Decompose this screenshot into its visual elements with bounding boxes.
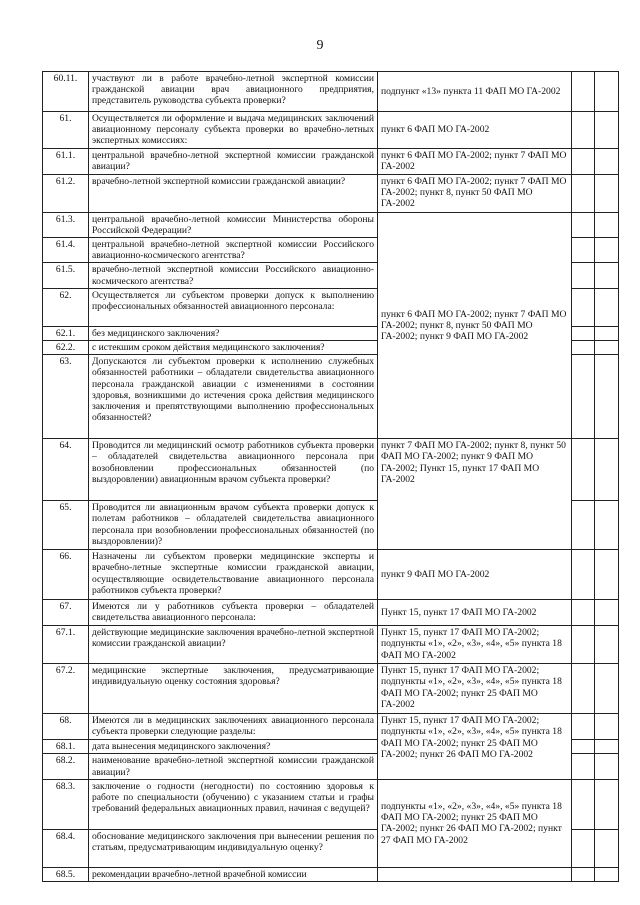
table-row xyxy=(43,626,619,664)
table-row xyxy=(43,439,619,501)
legal-reference: пункт 6 ФАП МО ГА-2002; пункт 7 ФАП МО ГА-2002; пункт 8, пункт 50 ФАП МО ГА-2002 xyxy=(378,174,572,212)
question-text: рекомендации врачебно-летной врачебной комиссии xyxy=(89,867,378,881)
question-text: Осуществляется ли оформление и выдача медицинских заключений авиационному персоналу субъекта проверки во врачебно-летных экспертных комиссиях: xyxy=(89,112,378,149)
legal-reference: подпункты «1», «2», «3», «4», «5» пункта 18 ФАП МО ГА-2002; пункт 25 ФАП МО ГА-2002; пункт 26 ФАП МО ГА-2002; пункт 27 ФАП МО ГА-2002 xyxy=(378,779,572,867)
question-text: действующие медицинские заключения врачебно-летной экспертной комиссии гражданской авиации? xyxy=(89,626,378,664)
item-number: 65. xyxy=(43,501,89,550)
table-row xyxy=(43,112,619,149)
answer-no-cell[interactable] xyxy=(595,148,619,174)
answer-no-cell[interactable] xyxy=(595,740,619,754)
question-text: центральной врачебно-летной экспертной комиссии гражданской авиации? xyxy=(89,148,378,174)
question-text: медицинские экспертные заключения, предусматривающие индивидуальную оценку состояния здоровья? xyxy=(89,664,378,714)
answer-no-cell[interactable] xyxy=(595,326,619,340)
table-row xyxy=(43,550,619,600)
question-text: с истекшим сроком действия медицинского заключения? xyxy=(89,341,378,355)
table-row xyxy=(43,867,619,881)
answer-yes-cell[interactable] xyxy=(572,148,595,174)
answer-yes-cell[interactable] xyxy=(572,439,595,501)
item-number: 68.4. xyxy=(43,829,89,867)
question-text: Имеются ли у работников субъекта проверки – обладателей свидетельства авиационного персонала: xyxy=(89,600,378,626)
item-number: 61.5. xyxy=(43,263,89,288)
legal-reference: пункт 7 ФАП МО ГА-2002; пункт 8, пункт 50 ФАП МО ГА-2002; пункт 9 ФАП МО ГА-2002; Пункт 15, пункт 17 ФАП МО ГА-2002 xyxy=(378,439,572,550)
item-number: 68.1. xyxy=(43,740,89,754)
answer-no-cell[interactable] xyxy=(595,341,619,355)
question-text: центральной врачебно-летной экспертной комиссии Российского авиационно-космического агентства? xyxy=(89,238,378,263)
item-number: 62.1. xyxy=(43,326,89,340)
answer-yes-cell[interactable] xyxy=(572,112,595,149)
answer-yes-cell[interactable] xyxy=(572,263,595,288)
answer-yes-cell[interactable] xyxy=(572,867,595,881)
answer-yes-cell[interactable] xyxy=(572,326,595,340)
item-number: 68.2. xyxy=(43,754,89,779)
question-text: без медицинского заключения? xyxy=(89,326,378,340)
item-number: 61. xyxy=(43,112,89,149)
legal-reference: Пункт 15, пункт 17 ФАП МО ГА-2002; подпункты «1», «2», «3», «4», «5» пункта 18 ФАП МО ГА-2002; пункт 25 ФАП МО ГА-2002 xyxy=(378,664,572,714)
answer-no-cell[interactable] xyxy=(595,600,619,626)
table-row xyxy=(43,148,619,174)
answer-yes-cell[interactable] xyxy=(572,779,595,829)
question-text: дата вынесения медицинского заключения? xyxy=(89,740,378,754)
answer-no-cell[interactable] xyxy=(595,714,619,740)
item-number: 66. xyxy=(43,550,89,600)
question-text: Проводится ли медицинский осмотр работников субъекта проверки – обладателей свидетельства авиационного персонала при возобновлении профессиональных обязанностей (по выздоровлении) авиационным врачом субъекта проверки? xyxy=(89,439,378,501)
table-row xyxy=(43,714,619,740)
legal-reference xyxy=(378,867,572,881)
item-number: 63. xyxy=(43,355,89,439)
answer-no-cell[interactable] xyxy=(595,867,619,881)
item-number: 67. xyxy=(43,600,89,626)
answer-yes-cell[interactable] xyxy=(572,829,595,867)
answer-yes-cell[interactable] xyxy=(572,600,595,626)
answer-no-cell[interactable] xyxy=(595,501,619,550)
legal-reference: Пункт 15, пункт 17 ФАП МО ГА-2002 xyxy=(378,600,572,626)
item-number: 62.2. xyxy=(43,341,89,355)
item-number: 67.1. xyxy=(43,626,89,664)
question-text: Осуществляется ли субъектом проверки допуск к выполнению профессиональных обязанностей авиационного персонала: xyxy=(89,288,378,326)
answer-yes-cell[interactable] xyxy=(572,740,595,754)
item-number: 61.3. xyxy=(43,212,89,237)
item-number: 68.5. xyxy=(43,867,89,881)
answer-no-cell[interactable] xyxy=(595,288,619,326)
answer-no-cell[interactable] xyxy=(595,664,619,714)
question-text: заключение о годности (негодности) по состоянию здоровья к работе по специальности (обучению) с указанием статьи и графы требований федеральных авиационных правил, начиная с ведущей? xyxy=(89,779,378,829)
answer-no-cell[interactable] xyxy=(595,72,619,112)
answer-no-cell[interactable] xyxy=(595,550,619,600)
answer-yes-cell[interactable] xyxy=(572,664,595,714)
table-row xyxy=(43,600,619,626)
answer-yes-cell[interactable] xyxy=(572,501,595,550)
answer-no-cell[interactable] xyxy=(595,779,619,829)
table-row xyxy=(43,779,619,829)
item-number: 68.3. xyxy=(43,779,89,829)
question-text: участвуют ли в работе врачебно-летной экспертной комиссии гражданской авиации врач авиационного предприятия, представитель руководства субъекта проверки? xyxy=(89,72,378,112)
answer-yes-cell[interactable] xyxy=(572,212,595,237)
item-number: 64. xyxy=(43,439,89,501)
answer-yes-cell[interactable] xyxy=(572,550,595,600)
question-text: Имеются ли в медицинских заключениях авиационного персонала субъекта проверки следующие разделы: xyxy=(89,714,378,740)
item-number: 68. xyxy=(43,714,89,740)
legal-reference: Пункт 15, пункт 17 ФАП МО ГА-2002; подпункты «1», «2», «3», «4», «5» пункта 18 ФАП МО ГА-2002 xyxy=(378,626,572,664)
answer-no-cell[interactable] xyxy=(595,355,619,439)
answer-no-cell[interactable] xyxy=(595,263,619,288)
legal-reference: пункт 6 ФАП МО ГА-2002; пункт 7 ФАП МО ГА-2002; пункт 8, пункт 50 ФАП МО ГА-2002; пункт 9 ФАП МО ГА-2002 xyxy=(378,212,572,439)
answer-yes-cell[interactable] xyxy=(572,626,595,664)
answer-no-cell[interactable] xyxy=(595,112,619,149)
answer-yes-cell[interactable] xyxy=(572,288,595,326)
legal-reference: пункт 9 ФАП МО ГА-2002 xyxy=(378,550,572,600)
question-text: врачебно-летной экспертной комиссии гражданской авиации? xyxy=(89,174,378,212)
question-text: наименование врачебно-летной экспертной комиссии гражданской авиации? xyxy=(89,754,378,779)
question-text: центральной врачебно-летной комиссии Министерства обороны Российской Федерации? xyxy=(89,212,378,237)
item-number: 61.2. xyxy=(43,174,89,212)
answer-no-cell[interactable] xyxy=(595,212,619,237)
answer-no-cell[interactable] xyxy=(595,174,619,212)
item-number: 61.4. xyxy=(43,238,89,263)
answer-no-cell[interactable] xyxy=(595,439,619,501)
answer-yes-cell[interactable] xyxy=(572,72,595,112)
legal-reference: пункт 6 ФАП МО ГА-2002 xyxy=(378,112,572,149)
legal-reference: подпункт «13» пункта 11 ФАП МО ГА-2002 xyxy=(378,72,572,112)
table-row xyxy=(43,174,619,212)
legal-reference: пункт 6 ФАП МО ГА-2002; пункт 7 ФАП МО ГА-2002 xyxy=(378,148,572,174)
item-number: 62. xyxy=(43,288,89,326)
answer-no-cell[interactable] xyxy=(595,754,619,779)
answer-yes-cell[interactable] xyxy=(572,341,595,355)
question-text: Допускаются ли субъектом проверки к исполнению служебных обязанностей работники – обладатели свидетельства авиационного персонала гражданской авиации с изменениями в состоянии здоровья, возникшими до истечения срока действия медицинского заключения и препятствующими выполнению профессиональных обязанностей? xyxy=(89,355,378,439)
answer-no-cell[interactable] xyxy=(595,829,619,867)
answer-yes-cell[interactable] xyxy=(572,754,595,779)
answer-yes-cell[interactable] xyxy=(572,174,595,212)
answer-no-cell[interactable] xyxy=(595,626,619,664)
question-text: обоснование медицинского заключения при вынесении решения по статьям, предусматривающим индивидуальную оценку? xyxy=(89,829,378,867)
question-text: Назначены ли субъектом проверки медицинские эксперты и врачебно-летные экспертные комиссии гражданской авиации, осуществляющие освидетельствование авиационного персонала работников субъекта проверки? xyxy=(89,550,378,600)
question-text: врачебно-летной экспертной комиссии Российского авиационно-космического агентства? xyxy=(89,263,378,288)
table-row xyxy=(43,664,619,714)
item-number: 61.1. xyxy=(43,148,89,174)
item-number: 67.2. xyxy=(43,664,89,714)
answer-yes-cell[interactable] xyxy=(572,355,595,439)
answer-no-cell[interactable] xyxy=(595,238,619,263)
table-row xyxy=(43,72,619,112)
checklist-table xyxy=(42,71,618,882)
page-number: 9 xyxy=(316,38,324,53)
answer-yes-cell[interactable] xyxy=(572,238,595,263)
answer-yes-cell[interactable] xyxy=(572,714,595,740)
legal-reference: Пункт 15, пункт 17 ФАП МО ГА-2002; подпункты «1», «2», «3», «4», «5» пункта 18 ФАП МО ГА-2002; пункт 25 ФАП МО ГА-2002; пункт 26 ФАП МО ГА-2002 xyxy=(378,714,572,780)
item-number: 60.11. xyxy=(43,72,89,112)
table-row xyxy=(43,212,619,237)
question-text: Проводится ли авиационным врачом субъекта проверки допуск к полетам работников – обладателей свидетельства авиационного персонала при возобновлении профессиональных обязанностей (по выздоровлении)? xyxy=(89,501,378,550)
